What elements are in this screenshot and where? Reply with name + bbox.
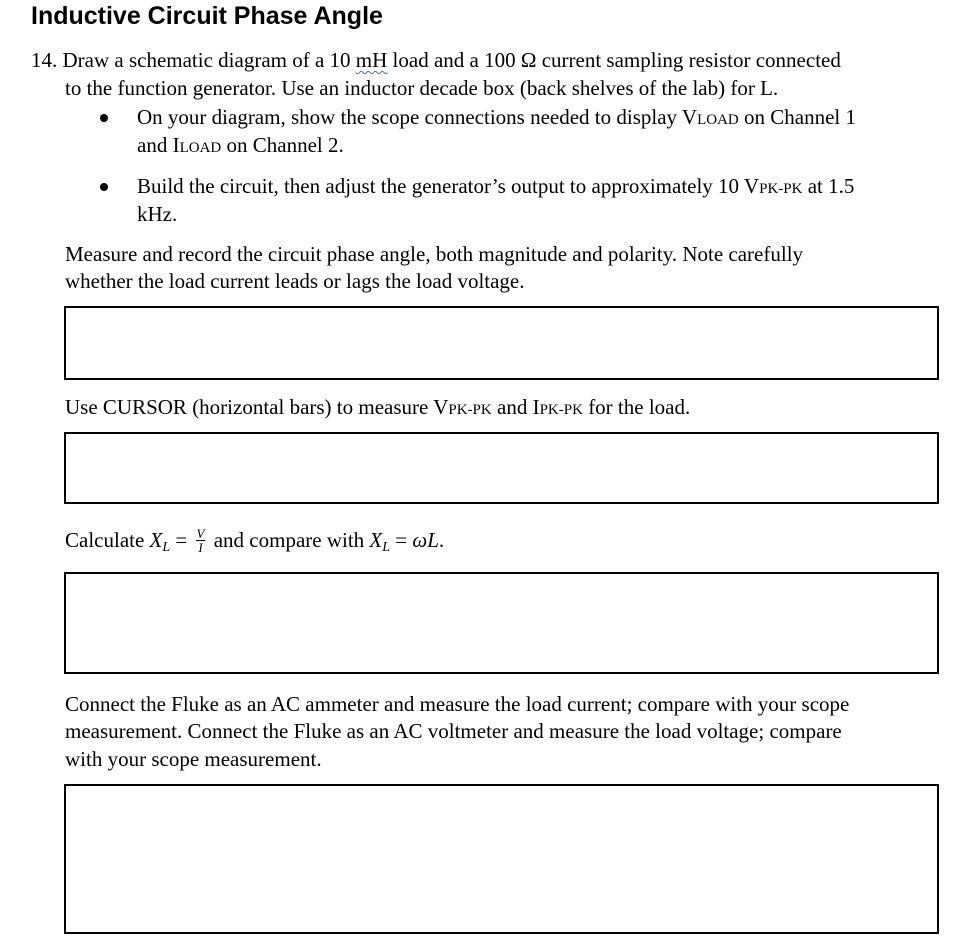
calculate-period: . — [438, 528, 445, 552]
question-line-1 — [31, 47, 841, 74]
bullet-1-text-end: on Channel 1 — [738, 105, 856, 129]
fraction-denominator: I — [198, 539, 203, 555]
bullet-dot-1 — [100, 114, 108, 122]
bullet-2-line-1 — [137, 173, 854, 203]
equals-1: = — [170, 528, 193, 552]
cursor-text: Use CURSOR (horizontal bars) to measure V — [65, 395, 449, 419]
bullet-1-line-2-end: on Channel 2. — [221, 133, 344, 157]
answer-box-pk-pk[interactable] — [64, 432, 939, 504]
measure-phase-line-1: Measure and record the circuit phase angle, both magnitude and polarity. Note carefully — [65, 242, 804, 266]
answer-box-phase-angle[interactable] — [64, 306, 939, 380]
v-over-i-fraction — [196, 527, 206, 554]
bullet-2-line-2: kHz. — [137, 202, 178, 226]
xl-symbol-2: X — [369, 528, 383, 552]
cursor-instruction — [65, 394, 690, 424]
fluke-line-1: Connect the Fluke as an AC ammeter and measure the load current; compare with your scope — [65, 692, 850, 716]
question-text-start: Draw a schematic diagram of a 10 — [62, 48, 356, 72]
omega-l: ωL — [412, 528, 439, 552]
calculate-instruction — [65, 527, 444, 561]
cursor-text-end: for the load. — [582, 395, 691, 419]
bullet-1-line-2-subscript: LOAD — [179, 140, 222, 156]
cursor-subscript-i: PK-PK — [539, 402, 583, 418]
calculate-text-mid: and compare with — [208, 528, 370, 552]
bullet-1-line-2 — [137, 132, 344, 162]
fluke-line-3: with your scope measurement. — [65, 747, 322, 771]
fluke-line-2: measurement. Connect the Fluke as an AC voltmeter and measure the load voltage; compare — [65, 719, 842, 743]
equals-2: = — [390, 528, 413, 552]
bullet-2-text-end: at 1.5 — [802, 174, 855, 198]
cursor-subscript-v: PK-PK — [448, 402, 492, 418]
fraction-numerator: V — [196, 525, 205, 541]
question-text-end: load and a 100 Ω current sampling resistor connected — [387, 48, 841, 72]
calculate-text: Calculate — [65, 528, 150, 552]
bullet-dot-2 — [100, 183, 108, 191]
question-number: 14. — [31, 48, 58, 72]
bullet-2-text: Build the circuit, then adjust the generator’s output to approximately 10 V — [137, 174, 760, 198]
spellcheck-word-mh: mH — [355, 48, 388, 72]
bullet-1-line-1 — [137, 104, 856, 134]
xl-symbol-1: X — [149, 528, 163, 552]
xl-subscript-2: L — [382, 540, 391, 555]
question-line-2: to the function generator. Use an inductor decade box (back shelves of the lab) for L. — [65, 76, 779, 100]
page-heading: Inductive Circuit Phase Angle — [31, 2, 383, 30]
answer-box-fluke[interactable] — [64, 784, 939, 934]
xl-subscript-1: L — [162, 540, 171, 555]
bullet-2-subscript: PK-PK — [759, 181, 803, 197]
bullet-1-subscript: LOAD — [697, 112, 739, 128]
bullet-1-text: On your diagram, show the scope connections needed to display V — [137, 105, 698, 129]
cursor-text-mid: and I — [491, 395, 540, 419]
measure-phase-line-2: whether the load current leads or lags the load voltage. — [65, 269, 525, 293]
bullet-1-line-2-text: and I — [137, 133, 180, 157]
answer-box-reactance[interactable] — [64, 572, 939, 674]
